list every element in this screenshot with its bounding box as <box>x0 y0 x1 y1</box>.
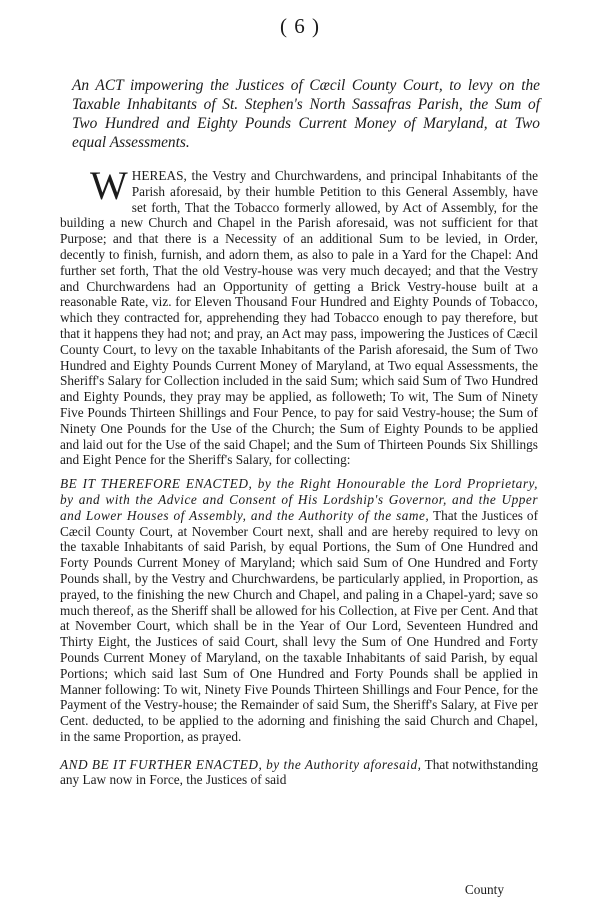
act-body <box>60 163 539 788</box>
enacting-text: That the Justices of Cæcil County Court, at November Court next, shall and are hereby required to levy on the taxable Inhabitants of said Parish, by equal Portions, the Sum of One Hundred and Forty Pounds Current Money of Maryland; which said Sum of One Hundred and Forty Pounds shall, by the Vestry and Churchwardens, be particularly applied, in Proportion, as prayed, to the finishing the new Church and Chapel, and paling in a Chapel-yard; save so much thereof, as the Sheriff shall be allowed for his Collection, at Five per Cent. And that at November Court, which shall be in the Year of Our Lord, Seventeen Hundred and Thirty Eight, the Justices of said Court, shall levy the Sum of One Hundred and Forty Pounds Current Money of Maryland, on the taxable Inhabitants of said Parish, by equal Portions; which said last Sum of One Hundred and Forty Pounds shall be applied in Manner following: To wit, Ninety Five Pounds Thirteen Shillings and Four Pence, for the Payment of the Vestry-house; the Remainder of said Sum, the Sheriff's Salary, at Five per Cent. deducted, to be applied to the adorning and finishing the said Church and Chapel, in the same Proportion, as prayed. <box>60 507 539 744</box>
further-enacting-text: That notwithstanding any Law now in Force, the Justices of said <box>60 756 538 788</box>
act-title: An ACT impowering the Justices of Cæcil County Court, to levy on the Taxable Inhabitants of St. Stephen's North Sassafras Parish, the Sum of Two Hundred and Eighty Pounds Current Money of Maryland, at Two equal Assessments. <box>72 77 540 151</box>
further-enacting-clause: AND BE IT FURTHER ENACTED, by the Authority aforesaid, <box>60 756 422 772</box>
enacting-clause: BE IT THEREFORE ENACTED, by the Right Honourable the Lord Proprietary, by and with the Advice and Consent of His Lordship's Governor, and the Upper and Lower Houses of Assembly, and the Authority of the same, <box>60 476 538 523</box>
enacting-paragraph <box>60 476 538 745</box>
page-number: ( 6 ) <box>280 14 320 38</box>
drop-cap: W <box>90 163 128 208</box>
further-enacting-paragraph <box>60 757 538 789</box>
preamble-paragraph <box>60 163 538 468</box>
catchword: County <box>464 882 504 897</box>
preamble-text: HEREAS, the Vestry and Churchwardens, and principal Inhabitants of the Parish aforesaid, by their humble Petition to this General Assembly, have set forth, That the Tobacco formerly allowed, by Act of Assembly, for the building a new Church and Chapel in the Parish aforesaid, was not sufficient for that Purpose; and that there is a Necessity of an additional Sum to be levied, in Order, decently to finish, furnish, and adorn them, as also to pale in a Yard for the Chapel: And further set forth, That the old Vestry-house was very much decayed; and that the Vestry and Churchwardens had an Opportunity of getting a Brick Vestry-house built at a reasonable Rate, viz. for Eleven Thousand Four Hundred and Eighty Pounds of Tobacco, which they contracted for, apprehending they had Tobacco enough to pay therefore, but that it happens they had not; and pray, an Act may pass, impowering the Justices of Cæcil County Court, to levy on the taxable Inhabitants of the Parish aforesaid, the Sum of Two Hundred and Eighty Pounds Current Money of Maryland, at Two equal Assessments, the Sheriff's Salary for Collection included in the said Sum; which said Sum of Two Hundred and Eighty Pounds, they pray may be applied, as followeth; To wit, The Sum of Ninety Five Pounds Thirteen Shillings and Four Pence, to pay for said Vestry-house; the Sum of Ninety One Pounds for the Use of the Church; the Sum of Eighty Pounds to be applied and laid out for the Use of the said Chapel; and the Sum of Thirteen Pounds Six Shillings and Eight Pence for the Sheriff's Salary, for collecting: <box>60 168 538 468</box>
